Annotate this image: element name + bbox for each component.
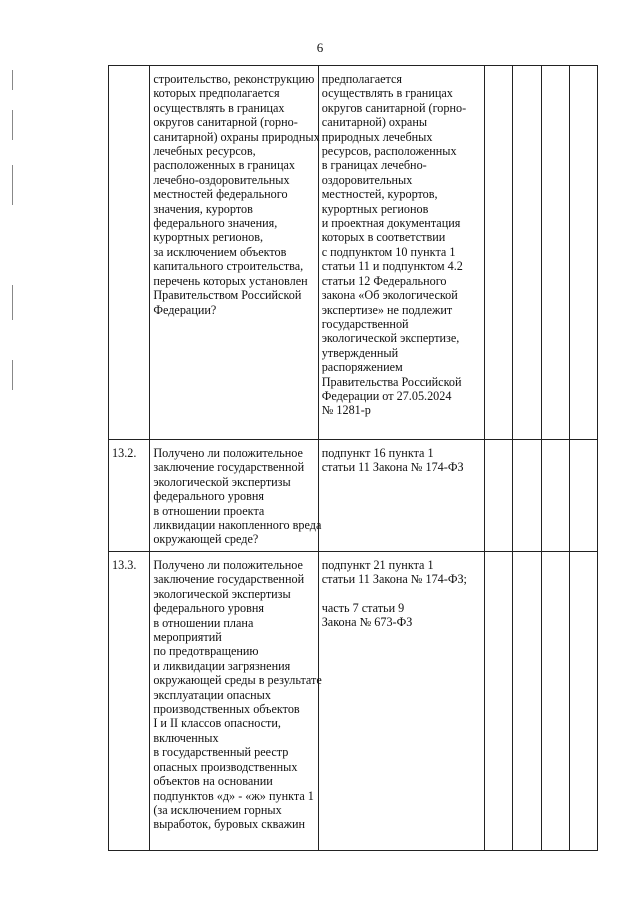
answer-yes-cell[interactable] [485,552,513,851]
text-line: оздоровительных [321,172,413,187]
text-line: Правительством Российской [153,288,302,303]
text-line: статьи 12 Федерального [321,273,447,288]
text-line: мероприятий [153,630,222,645]
text-line: Получено ли положительное [153,558,303,572]
text-line: и проектная документация [321,216,461,231]
text-line: федерального уровня [153,601,264,616]
legal-basis-cell [318,552,484,851]
answer-no-cell[interactable] [513,66,541,440]
text-line: строительство, реконструкцию [153,72,315,86]
text-line: в границах лечебно- [321,158,427,173]
text-line: курортных регионов [321,201,429,216]
answer-na-cell[interactable] [541,66,569,440]
table-row [109,552,598,851]
text-line: окружающей среды в результате [153,673,322,688]
answer-yes-cell[interactable] [485,440,513,552]
checklist-table [108,65,598,851]
text-line: окружающей среде? [153,532,259,547]
text-line: подпункт 16 пункта 1 [321,446,434,460]
text-line: государственной [321,316,409,331]
item-number: 13.3. [109,552,150,851]
text-line: статьи 11 Закона № 174-ФЗ; [321,572,467,587]
table-row [109,440,598,552]
note-cell[interactable] [569,66,597,440]
legal-basis-cell [318,66,484,440]
text-line: за исключением объектов [153,244,287,259]
blank-line [322,587,481,601]
text-line: заключение государственной [153,572,305,587]
text-line: заключение государственной [153,460,305,475]
text-line: (за исключением горных [153,802,282,817]
text-line: утвержденный [321,345,399,360]
text-line: с подпунктом 10 пункта 1 [321,244,456,259]
text-line: ликвидации накопленного вреда [153,518,322,533]
text-line: экологической экспертизе, [321,331,460,346]
page-number: 6 [316,40,324,55]
item-number [109,66,150,440]
answer-na-cell[interactable] [541,440,569,552]
question-cell [150,552,322,851]
note-cell[interactable] [569,552,597,851]
text-line: подпункт 21 пункта 1 [321,558,434,572]
margin-scan-marks [8,70,22,400]
text-line: экологической экспертизы [153,586,291,601]
text-line: опасных производственных [153,759,298,774]
text-line: объектов на основании [153,774,273,789]
text-line: эксплуатации опасных [153,687,271,702]
text-line: часть 7 статьи 9 [321,600,405,615]
text-line: санитарной) охраны природных [153,129,320,144]
text-line: значения, курортов [153,201,253,216]
text-line: округов санитарной (горно- [321,100,467,115]
text-line: в государственный реестр [153,745,289,760]
text-line: местностей федерального [153,187,288,202]
text-line: федерального уровня [153,489,264,504]
text-line: статьи 11 Закона № 174-ФЗ [321,460,464,475]
question-cell [150,66,318,440]
table-row [109,66,598,440]
item-number: 13.2. [109,440,150,552]
text-line: федерального значения, [153,216,278,231]
text-line: выработок, буровых скважин [153,817,306,832]
text-line: Федерации от 27.05.2024 [321,388,452,403]
legal-basis-cell [318,440,484,552]
text-line: лечебно-оздоровительных [153,172,290,187]
text-line: экологической экспертизы [153,474,291,489]
text-line: и ликвидации загрязнения [153,658,291,673]
answer-no-cell[interactable] [513,440,541,552]
text-line: № 1281-р [321,403,371,418]
text-line: природных лечебных [321,129,433,144]
answer-no-cell[interactable] [513,552,541,851]
text-line: Правительства Российской [321,374,462,389]
text-line: в отношении проекта [153,503,265,518]
text-line: включенных [153,730,219,745]
text-line: лечебных ресурсов, [153,144,256,159]
text-line: которых в соответствии [321,230,446,245]
text-line: по предотвращению [153,644,259,659]
text-line: Федерации? [153,302,217,317]
text-line: I и II классов опасности, [153,716,281,731]
text-line: курортных регионов, [153,230,264,245]
text-line: распоряжением [321,360,403,375]
text-line: производственных объектов [153,702,300,717]
text-line: Закона № 673-ФЗ [321,615,413,630]
text-line: ресурсов, расположенных [321,144,457,159]
text-line: Получено ли положительное [153,446,303,460]
text-line: расположенных в границах [153,158,295,173]
text-line: которых предполагается [153,86,280,101]
text-line: санитарной) охраны [321,115,428,130]
text-line: подпунктов «д» - «ж» пункта 1 [153,788,314,803]
text-line: местностей, курортов, [321,187,438,202]
note-cell[interactable] [569,440,597,552]
text-line: экспертизе» не подлежит [321,302,453,317]
answer-yes-cell[interactable] [485,66,513,440]
text-line: статьи 11 и подпунктом 4.2 [321,259,463,274]
question-cell [150,440,322,552]
text-line: осуществлять в границах [321,86,453,101]
text-line: осуществлять в границах [153,100,285,115]
text-line: перечень которых установлен [153,273,308,288]
answer-na-cell[interactable] [541,552,569,851]
text-line: закона «Об экологической [321,288,458,303]
text-line: округов санитарной (горно- [153,115,298,130]
text-line: капитального строительства, [153,259,304,274]
text-line: предполагается [321,72,403,86]
text-line: в отношении плана [153,615,254,630]
